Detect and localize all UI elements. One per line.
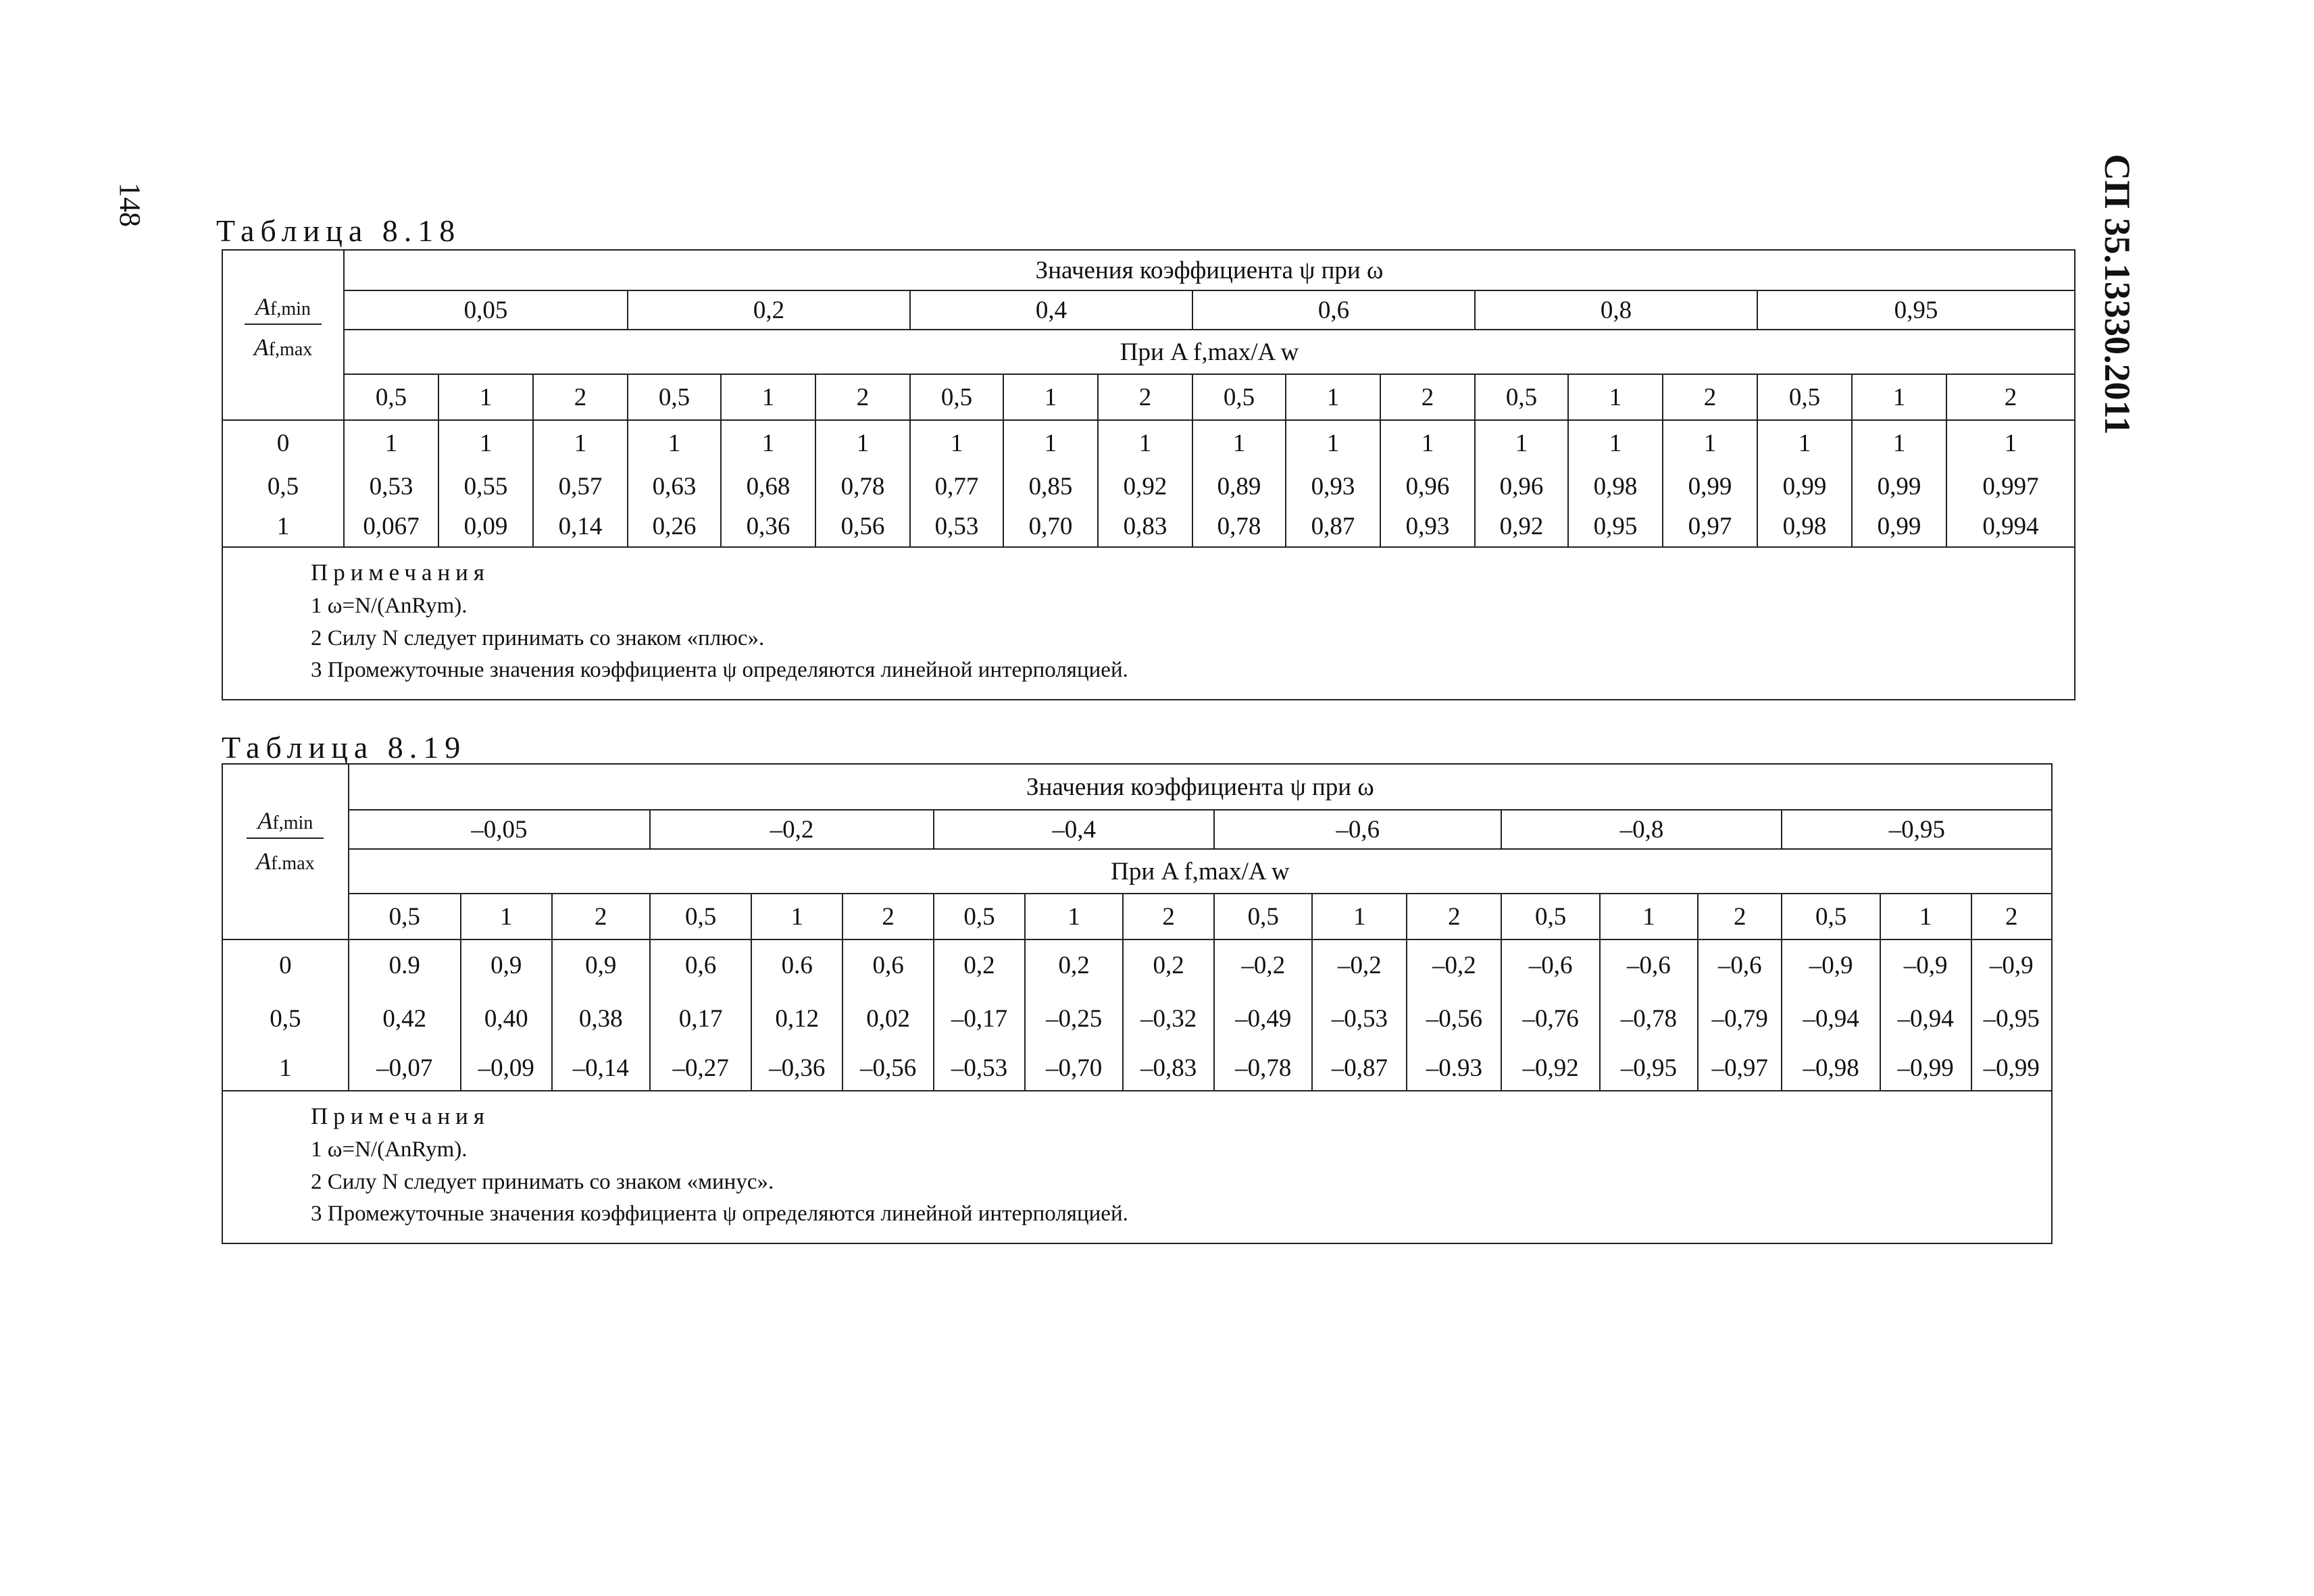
table-818-cell: 0,78 [1192, 507, 1286, 547]
table-819-ratio-10: 0,5 [1214, 894, 1312, 939]
table-818-ratio-18: 2 [1946, 374, 2075, 420]
table-819-notes-row [222, 1091, 2052, 1243]
table-818-ratio-14: 1 [1568, 374, 1663, 420]
table-819-cell: –0,97 [1698, 1046, 1782, 1091]
table-818-omega-1: 0,05 [344, 290, 628, 330]
table-818-subheader-row [222, 330, 2075, 374]
table-818-parameter-cell [222, 250, 344, 420]
table-818-cell: 0,53 [344, 466, 438, 507]
table-818-cell: 0,92 [1475, 507, 1568, 547]
table-818-cell: 0,93 [1380, 507, 1475, 547]
table-819-cell: –0,9 [1880, 939, 1971, 991]
table-819-cell: –0,83 [1123, 1046, 1214, 1091]
table-818-note-3: 3 Промежуточные значения коэффициента ψ определяются линейной интерполяцией. [311, 658, 1128, 683]
table-819-omega-row [222, 810, 2052, 849]
table-819-ratio-12: 2 [1407, 894, 1501, 939]
table-819-cell: –0,99 [1880, 1046, 1971, 1091]
table-818-cell: 0,99 [1757, 466, 1852, 507]
table-818-omega-row [222, 290, 2075, 330]
table-818-cell: 1 [1192, 420, 1286, 466]
page-number: 148 [114, 182, 147, 227]
table-818-cell: 0,89 [1192, 466, 1286, 507]
table-819-cell: 0,9 [461, 939, 552, 991]
table-819-data-row [222, 939, 2052, 991]
table-818-cell: 0,57 [533, 466, 628, 507]
table-818-ratio-5: 1 [721, 374, 815, 420]
table-818-ratio-9: 2 [1098, 374, 1192, 420]
table-819-omega-1: –0,05 [349, 810, 650, 849]
table-818-cell: 1 [1380, 420, 1475, 466]
table-818-row-key: 0,5 [222, 466, 344, 507]
table-819-cell: 0,9 [552, 939, 650, 991]
table-819-ratio-18: 2 [1971, 894, 2052, 939]
table-818-omega-6: 0,95 [1757, 290, 2075, 330]
table-818-cell: 1 [1003, 420, 1098, 466]
table-818-ratio-8: 1 [1003, 374, 1098, 420]
table-819-cell: 0,6 [650, 939, 751, 991]
table-819-cell: 0,12 [751, 991, 842, 1046]
table-819-omega-4: –0,6 [1214, 810, 1501, 849]
table-818-data-row [222, 466, 2075, 507]
table-818 [222, 249, 2076, 700]
table-819-cell: –0,9 [1782, 939, 1880, 991]
table-818-main-header: Значения коэффициента ψ при ω [344, 250, 2075, 290]
table-818-cell: 1 [1568, 420, 1663, 466]
table-819-ratio-17: 1 [1880, 894, 1971, 939]
table-818-cell: 0,99 [1852, 466, 1946, 507]
table-818-cell: 0,99 [1852, 507, 1946, 547]
table-819-cell: –0,9 [1971, 939, 2052, 991]
table-819-ratio-3: 2 [552, 894, 650, 939]
table-819-cell: 0,2 [1123, 939, 1214, 991]
table-818-caption: Таблица 8.18 [216, 213, 461, 248]
table-819-note-1: 1 ω=N/(AnRym). [311, 1137, 468, 1162]
table-819-ratio-9: 2 [1123, 894, 1214, 939]
table-818-data-row [222, 420, 2075, 466]
table-818-cell: 0,98 [1757, 507, 1852, 547]
table-818-cell: 0,96 [1380, 466, 1475, 507]
table-818-cell: 1 [628, 420, 721, 466]
table-818-cell: 1 [344, 420, 438, 466]
table-819-sub-header: При A f,max/A w [349, 849, 2052, 894]
table-819-cell: –0,6 [1600, 939, 1698, 991]
table-819-param-numerator: Af,min [247, 806, 324, 839]
table-819-cell: –0,09 [461, 1046, 552, 1091]
table-819 [222, 763, 2053, 1244]
table-818-ratio-4: 0,5 [628, 374, 721, 420]
table-819-header-row [222, 764, 2052, 810]
table-819-subheader-row [222, 849, 2052, 894]
table-818-notes-title: Примечания [311, 559, 491, 586]
table-818-ratio-1: 0,5 [344, 374, 438, 420]
table-819-cell: –0,70 [1025, 1046, 1123, 1091]
table-819-ratio-5: 1 [751, 894, 842, 939]
table-818-ratio-15: 2 [1663, 374, 1757, 420]
table-818-ratio-2: 1 [438, 374, 533, 420]
table-818-cell: 0,56 [815, 507, 910, 547]
table-819-cell: –0,78 [1214, 1046, 1312, 1091]
table-819-cell: 0,40 [461, 991, 552, 1046]
table-818-data-row [222, 507, 2075, 547]
table-818-cell: 0,26 [628, 507, 721, 547]
document-code: СП 35.13330.2011 [2097, 154, 2138, 435]
table-818-cell: 1 [1475, 420, 1568, 466]
table-819-cell: –0,27 [650, 1046, 751, 1091]
table-819-omega-3: –0,4 [934, 810, 1214, 849]
table-819-cell: –0,56 [1407, 991, 1501, 1046]
table-818-cell: 1 [1757, 420, 1852, 466]
table-818-cell: 0,87 [1286, 507, 1380, 547]
table-818-header-row [222, 250, 2075, 290]
table-818-param-numerator: Af,min [245, 292, 322, 325]
table-818-cell: 0,997 [1946, 466, 2075, 507]
table-818-cell: 0,09 [438, 507, 533, 547]
table-819-ratio-13: 0,5 [1501, 894, 1599, 939]
table-819-cell: –0,99 [1971, 1046, 2052, 1091]
table-819-ratio-8: 1 [1025, 894, 1123, 939]
table-819-note-3: 3 Промежуточные значения коэффициента ψ определяются линейной интерполяцией. [311, 1202, 1128, 1227]
table-819-cell: –0,56 [842, 1046, 934, 1091]
table-819-cell: –0,78 [1600, 991, 1698, 1046]
table-818-cell: 1 [1852, 420, 1946, 466]
table-818-cell: 0,95 [1568, 507, 1663, 547]
table-819-cell: 0,17 [650, 991, 751, 1046]
table-819-cell: –0,94 [1880, 991, 1971, 1046]
table-818-cell: 0,70 [1003, 507, 1098, 547]
table-819-ratio-16: 0,5 [1782, 894, 1880, 939]
table-819-row-key: 0 [222, 939, 349, 991]
table-818-cell: 1 [1946, 420, 2075, 466]
table-818-cell: 0,53 [910, 507, 1003, 547]
table-818-ratio-7: 0,5 [910, 374, 1003, 420]
table-819-cell: –0,14 [552, 1046, 650, 1091]
table-818-note-1: 1 ω=N/(AnRym). [311, 593, 468, 618]
table-818-cell: 0,96 [1475, 466, 1568, 507]
table-819-row-key: 1 [222, 1046, 349, 1091]
table-818-notes-row [222, 547, 2075, 700]
table-819-cell: –0,87 [1312, 1046, 1407, 1091]
table-819-ratio-6: 2 [842, 894, 934, 939]
table-819-cell: 0,2 [934, 939, 1025, 991]
table-819-cell: –0,6 [1698, 939, 1782, 991]
table-818-ratio-16: 0,5 [1757, 374, 1852, 420]
table-819-row-key: 0,5 [222, 991, 349, 1046]
table-818-cell: 1 [438, 420, 533, 466]
table-819-cell: –0,53 [1312, 991, 1407, 1046]
table-818-ratio-11: 1 [1286, 374, 1380, 420]
table-818-cell: 0,77 [910, 466, 1003, 507]
table-819-cell: 0,42 [349, 991, 461, 1046]
table-818-omega-2: 0,2 [628, 290, 910, 330]
table-819-ratio-2: 1 [461, 894, 552, 939]
table-819-main-header: Значения коэффициента ψ при ω [349, 764, 2052, 810]
table-819-cell: –0,76 [1501, 991, 1599, 1046]
table-819-cell: –0.93 [1407, 1046, 1501, 1091]
table-818-ratio-6: 2 [815, 374, 910, 420]
table-819-cell: 0,38 [552, 991, 650, 1046]
table-818-cell: 1 [1663, 420, 1757, 466]
table-818-omega-3: 0,4 [910, 290, 1192, 330]
table-818-cell: 1 [721, 420, 815, 466]
table-819-cell: –0,94 [1782, 991, 1880, 1046]
table-819-cell: –0,2 [1214, 939, 1312, 991]
table-818-note-2: 2 Силу N следует принимать со знаком «плюс». [311, 625, 765, 650]
table-818-row-key: 0 [222, 420, 344, 466]
table-818-cell: 0,14 [533, 507, 628, 547]
table-819-cell: 0,6 [842, 939, 934, 991]
table-818-ratio-12: 2 [1380, 374, 1475, 420]
table-819-cell: 0,2 [1025, 939, 1123, 991]
table-819-omega-5: –0,8 [1501, 810, 1782, 849]
table-818-row-key: 1 [222, 507, 344, 547]
table-819-cell: –0,92 [1501, 1046, 1599, 1091]
table-819-ratio-11: 1 [1312, 894, 1407, 939]
table-818-omega-5: 0,8 [1475, 290, 1757, 330]
table-819-caption: Таблица 8.19 [222, 730, 467, 765]
table-819-ratio-14: 1 [1600, 894, 1698, 939]
table-818-cell: 0,97 [1663, 507, 1757, 547]
table-819-cell: –0,36 [751, 1046, 842, 1091]
table-819-cell: –0,07 [349, 1046, 461, 1091]
table-819-cell: –0,79 [1698, 991, 1782, 1046]
table-819-data-row [222, 991, 2052, 1046]
table-818-sub-header: При A f,max/A w [344, 330, 2075, 374]
table-818-cell: 1 [1098, 420, 1192, 466]
table-819-data-row [222, 1046, 2052, 1091]
table-819-cell: –0,6 [1501, 939, 1599, 991]
table-819-cell: –0,2 [1407, 939, 1501, 991]
table-819-cell: –0,53 [934, 1046, 1025, 1091]
table-818-cell: 0,99 [1663, 466, 1757, 507]
table-818-cell: 0,92 [1098, 466, 1192, 507]
table-819-cell: –0,98 [1782, 1046, 1880, 1091]
table-819-ratio-4: 0,5 [650, 894, 751, 939]
table-818-cell: 0,68 [721, 466, 815, 507]
table-819-cell: 0.9 [349, 939, 461, 991]
table-819-cell: –0,17 [934, 991, 1025, 1046]
table-818-ratio-3: 2 [533, 374, 628, 420]
table-818-cell: 0,83 [1098, 507, 1192, 547]
table-818-cell: 0,98 [1568, 466, 1663, 507]
table-818-cell: 1 [815, 420, 910, 466]
table-819-param-denominator: Af.max [256, 848, 315, 875]
table-818-cell: 0,93 [1286, 466, 1380, 507]
table-818-cell: 1 [1286, 420, 1380, 466]
table-818-ratio-10: 0,5 [1192, 374, 1286, 420]
table-819-cell: –0,32 [1123, 991, 1214, 1046]
table-818-cell: 0,36 [721, 507, 815, 547]
table-818-omega-4: 0,6 [1192, 290, 1475, 330]
table-818-cell: 0,067 [344, 507, 438, 547]
table-819-cell: –0,49 [1214, 991, 1312, 1046]
table-819-cell: –0,95 [1600, 1046, 1698, 1091]
table-818-cell: 0,63 [628, 466, 721, 507]
table-818-cell: 0,78 [815, 466, 910, 507]
table-818-cell: 0,85 [1003, 466, 1098, 507]
table-819-omega-6: –0,95 [1782, 810, 2052, 849]
table-819-ratio-1: 0,5 [349, 894, 461, 939]
table-818-notes [222, 547, 2075, 700]
table-819-cell: –0,95 [1971, 991, 2052, 1046]
table-819-omega-2: –0,2 [650, 810, 934, 849]
table-819-note-2: 2 Силу N следует принимать со знаком «минус». [311, 1169, 774, 1194]
table-819-parameter-cell [222, 764, 349, 939]
table-819-cell: –0,25 [1025, 991, 1123, 1046]
table-819-cell: 0,02 [842, 991, 934, 1046]
table-818-cell: 0,994 [1946, 507, 2075, 547]
table-818-ratio-17: 1 [1852, 374, 1946, 420]
table-818-param-denominator: Af,max [253, 334, 313, 361]
table-819-ratio-15: 2 [1698, 894, 1782, 939]
table-819-ratio-row [222, 894, 2052, 939]
table-818-cell: 1 [533, 420, 628, 466]
table-819-ratio-7: 0,5 [934, 894, 1025, 939]
table-819-cell: –0,2 [1312, 939, 1407, 991]
table-819-notes [222, 1091, 2052, 1243]
table-818-ratio-13: 0,5 [1475, 374, 1568, 420]
table-818-ratio-row [222, 374, 2075, 420]
table-818-cell: 0,55 [438, 466, 533, 507]
table-818-cell: 1 [910, 420, 1003, 466]
table-819-cell: 0.6 [751, 939, 842, 991]
table-819-notes-title: Примечания [311, 1103, 491, 1129]
